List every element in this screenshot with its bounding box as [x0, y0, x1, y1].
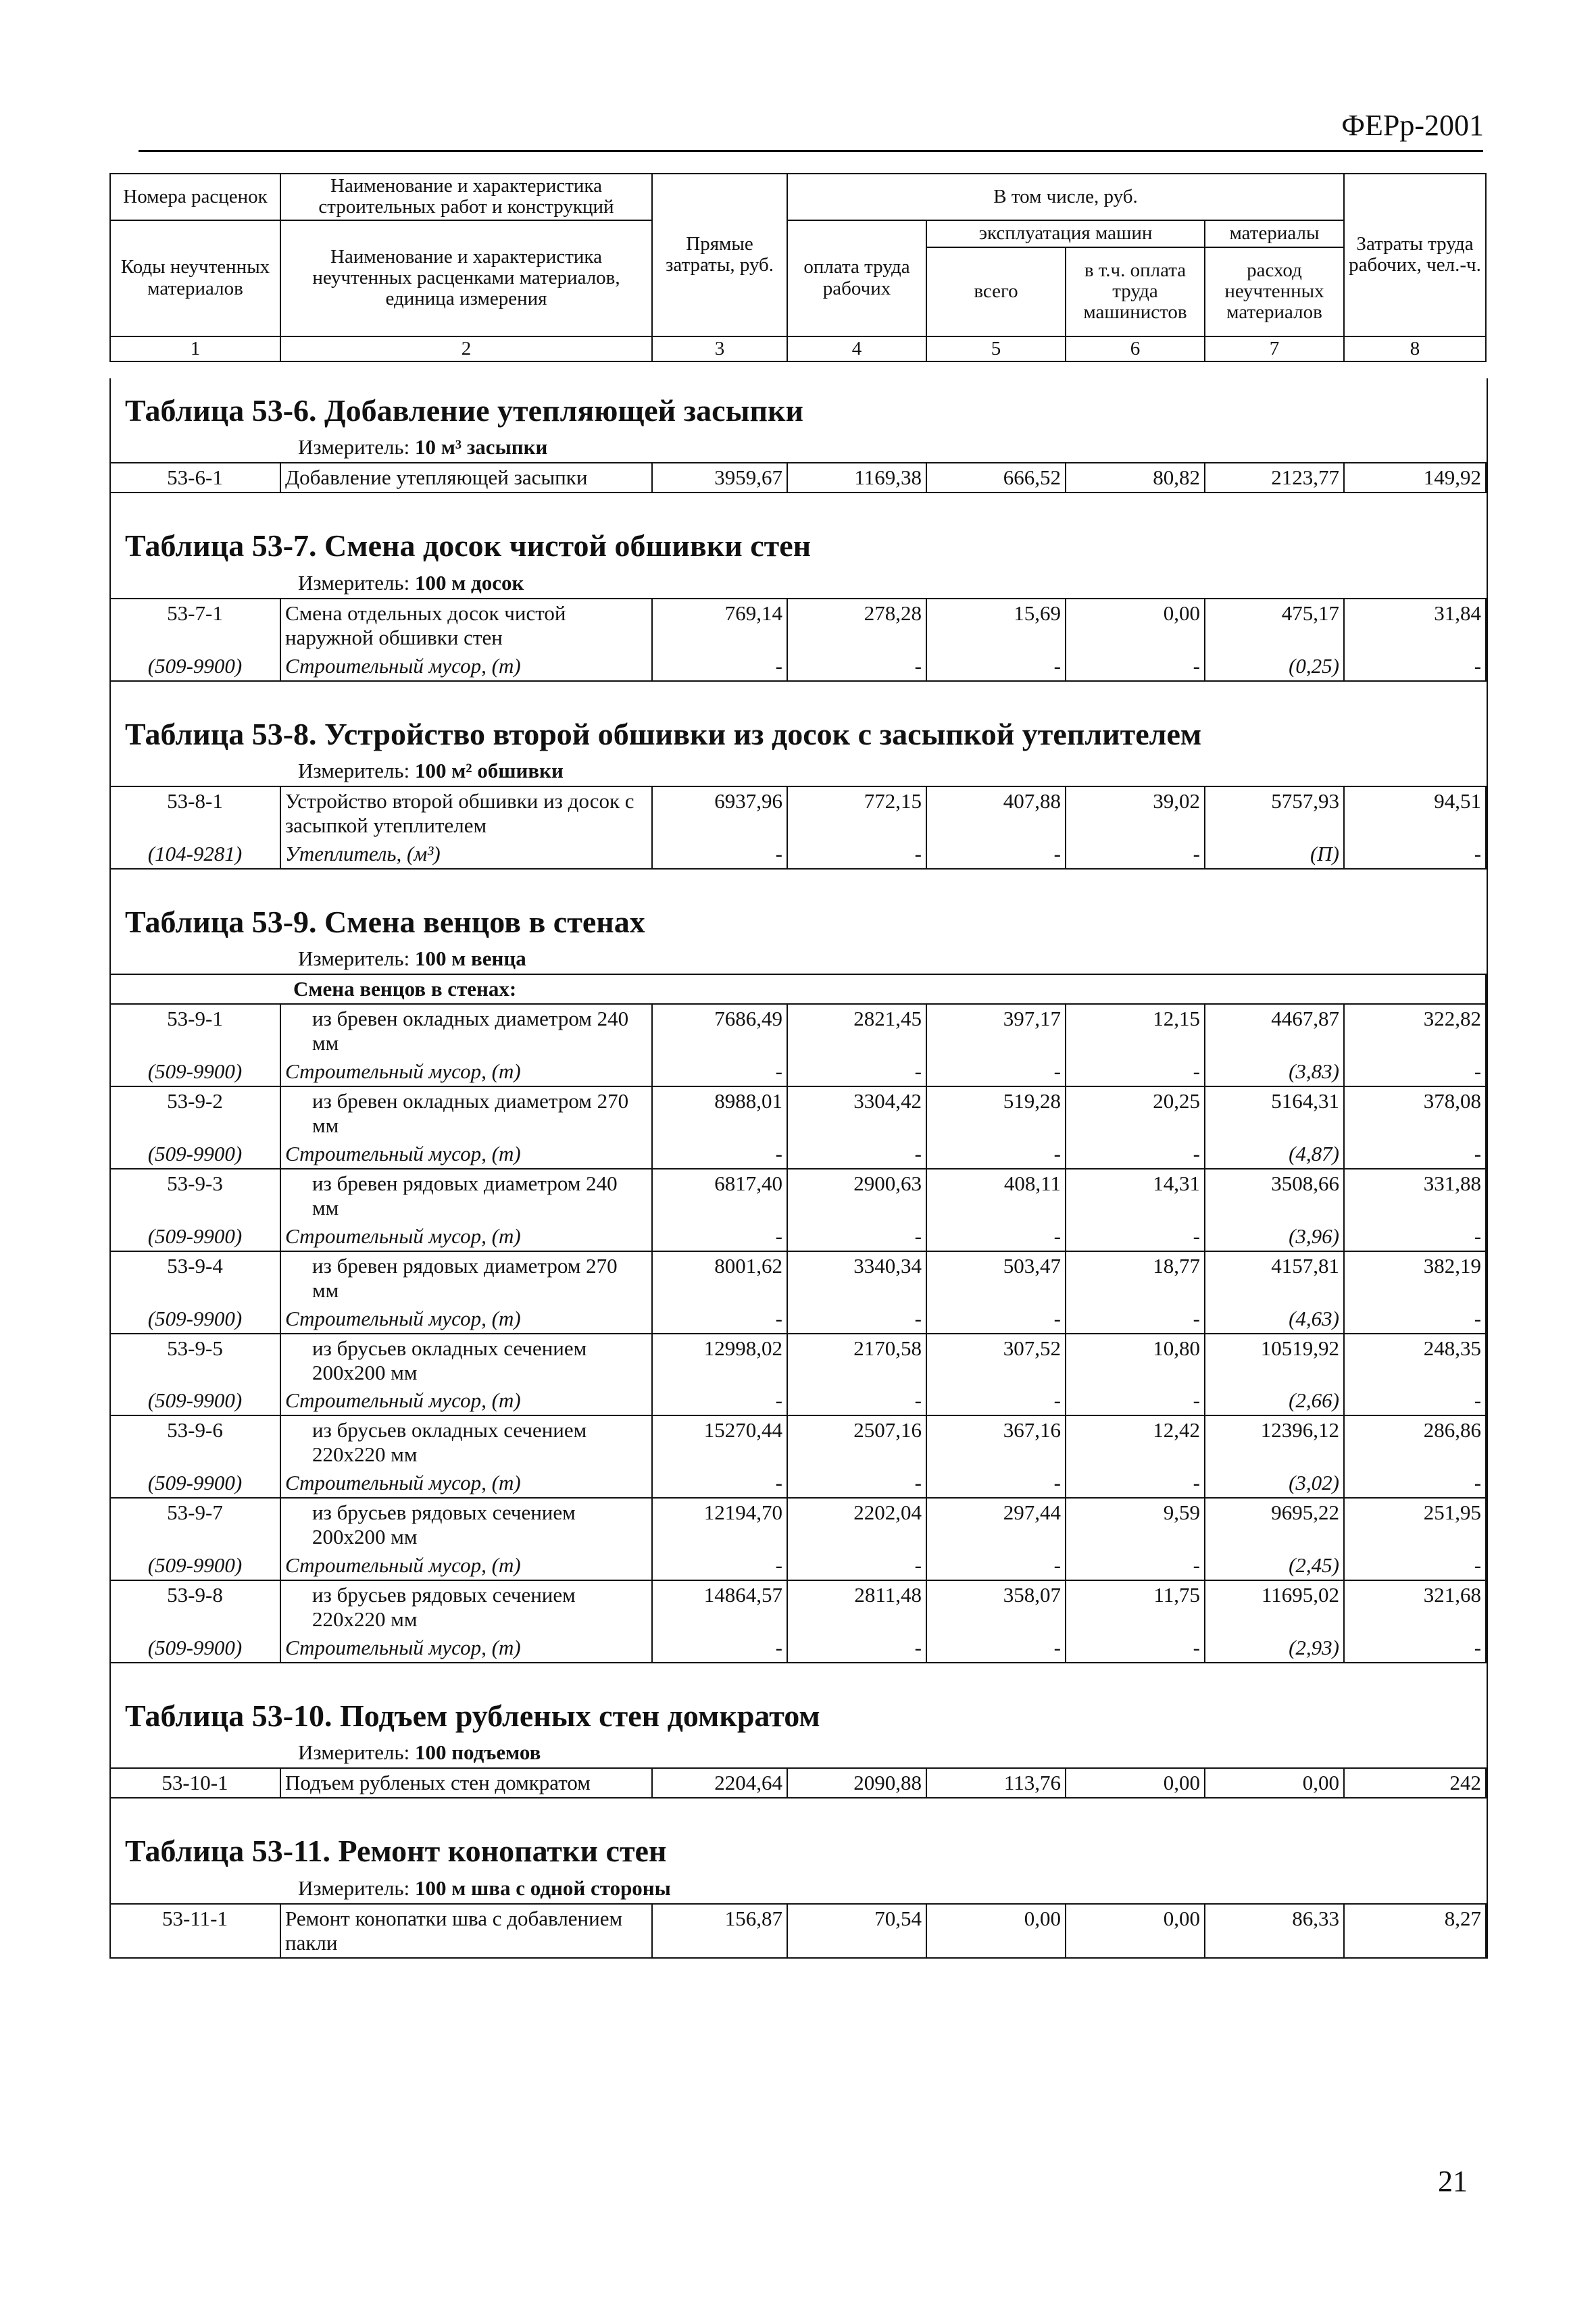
materials-cell: 2123,77: [1205, 463, 1344, 493]
material-name: Строительный мусор, (т): [280, 1386, 652, 1415]
page-number: 21: [1438, 2165, 1468, 2198]
table-row: [110, 1004, 1486, 1057]
table-title: Таблица 53-9. Смена венцов в стенах: [125, 904, 645, 939]
table-row: [110, 1768, 1486, 1798]
machine-cost-cell: 358,07: [926, 1580, 1066, 1634]
material-quantity: (0,25): [1205, 652, 1344, 681]
machine-cost-cell: 367,16: [926, 1415, 1066, 1469]
machine-cost-cell: 408,11: [926, 1169, 1066, 1222]
column-header-table: [109, 173, 1487, 362]
measure-label: Измеритель:: [298, 435, 415, 459]
empty-value-dash: -: [787, 1305, 926, 1334]
rates-table: [109, 378, 1487, 1959]
rate-code: 53-6-1: [110, 463, 280, 493]
operator-pay-cell: 10,80: [1066, 1334, 1205, 1387]
empty-value-dash: -: [652, 1057, 787, 1086]
empty-value-dash: -: [787, 1634, 926, 1663]
work-name: из бревен окладных диаметром 240 мм: [280, 1004, 652, 1057]
table-row: [110, 1904, 1486, 1958]
table-title: Таблица 53-11. Ремонт конопатки стен: [125, 1834, 667, 1869]
header-unaccounted-name: Наименование и характеристика неучтенных расценками материалов, единица измерения: [280, 220, 652, 336]
labor-cell: 382,19: [1344, 1251, 1486, 1305]
direct-costs-cell: 12194,70: [652, 1498, 787, 1551]
materials-cell: 10519,92: [1205, 1334, 1344, 1387]
work-name: из брусьев окладных сечением 200х200 мм: [280, 1334, 652, 1387]
table-title-row: [110, 1819, 1486, 1872]
machine-cost-cell: 666,52: [926, 463, 1066, 493]
header-worker-pay: оплата труда рабочих: [787, 220, 926, 336]
empty-value-dash: -: [1344, 1634, 1486, 1663]
labor-cell: 31,84: [1344, 599, 1486, 652]
table-title: Таблица 53-8. Устройство второй обшивки из досок с засыпкой утеплителем: [125, 716, 1202, 751]
materials-cell: 5164,31: [1205, 1086, 1344, 1140]
operator-pay-cell: 14,31: [1066, 1169, 1205, 1222]
measure-row: [110, 755, 1486, 786]
material-code: (509-9900): [110, 1305, 280, 1334]
table-title: Таблица 53-6. Добавление утепляющей засыпки: [125, 393, 804, 428]
labor-cell: 331,88: [1344, 1169, 1486, 1222]
direct-costs-cell: 8001,62: [652, 1251, 787, 1305]
work-name: из бревен рядовых диаметром 270 мм: [280, 1251, 652, 1305]
measure-row: [110, 568, 1486, 599]
empty-value-dash: -: [1344, 1222, 1486, 1251]
worker-pay-cell: 3304,42: [787, 1086, 926, 1140]
materials-cell: 12396,12: [1205, 1415, 1344, 1469]
rate-code: 53-9-7: [110, 1498, 280, 1551]
empty-value-dash: -: [652, 1634, 787, 1663]
labor-cell: 149,92: [1344, 463, 1486, 493]
material-name: Строительный мусор, (т): [280, 1634, 652, 1663]
table-title: Таблица 53-7. Смена досок чистой обшивки стен: [125, 528, 812, 563]
header-machine-operation: эксплуатация машин: [926, 220, 1205, 247]
empty-value-dash: -: [1066, 1057, 1205, 1086]
measure-row: [110, 432, 1486, 463]
work-name: из бревен окладных диаметром 270 мм: [280, 1086, 652, 1140]
empty-value-dash: -: [926, 840, 1066, 869]
table-row: [110, 463, 1486, 493]
worker-pay-cell: 2507,16: [787, 1415, 926, 1469]
work-name: Добавление утепляющей засыпки: [280, 463, 652, 493]
material-quantity: (П): [1205, 840, 1344, 869]
material-name: Строительный мусор, (т): [280, 1140, 652, 1169]
spacer-cell: [110, 681, 1486, 702]
empty-value-dash: -: [1344, 1469, 1486, 1498]
materials-cell: 475,17: [1205, 599, 1344, 652]
material-name: Строительный мусор, (т): [280, 1222, 652, 1251]
material-quantity: (3,02): [1205, 1469, 1344, 1498]
measure-label: Измеритель:: [298, 1876, 415, 1900]
header-rule: [139, 150, 1483, 152]
column-number: 7: [1205, 336, 1344, 361]
direct-costs-cell: 6817,40: [652, 1169, 787, 1222]
material-row: [110, 1386, 1486, 1415]
empty-value-dash: -: [926, 1634, 1066, 1663]
operator-pay-cell: 80,82: [1066, 463, 1205, 493]
machine-cost-cell: 397,17: [926, 1004, 1066, 1057]
material-quantity: (2,93): [1205, 1634, 1344, 1663]
material-name: Строительный мусор, (т): [280, 1551, 652, 1580]
material-name: Строительный мусор, (т): [280, 1057, 652, 1086]
operator-pay-cell: 12,42: [1066, 1415, 1205, 1469]
material-quantity: (3,83): [1205, 1057, 1344, 1086]
table-title-row: [110, 702, 1486, 755]
empty-value-dash: -: [1344, 840, 1486, 869]
empty-value-dash: -: [652, 840, 787, 869]
direct-costs-cell: 3959,67: [652, 463, 787, 493]
operator-pay-cell: 11,75: [1066, 1580, 1205, 1634]
table-title: Таблица 53-10. Подъем рубленых стен домкратом: [125, 1699, 820, 1733]
operator-pay-cell: 0,00: [1066, 1768, 1205, 1798]
material-code: (509-9900): [110, 652, 280, 681]
rate-code: 53-8-1: [110, 786, 280, 840]
material-row: [110, 1469, 1486, 1498]
rate-code: 53-7-1: [110, 599, 280, 652]
table-measure: [110, 1737, 1486, 1768]
materials-cell: 9695,22: [1205, 1498, 1344, 1551]
header-machine-total: всего: [926, 247, 1066, 336]
empty-value-dash: -: [652, 1305, 787, 1334]
machine-cost-cell: 407,88: [926, 786, 1066, 840]
empty-value-dash: -: [1066, 1634, 1205, 1663]
material-row: [110, 840, 1486, 869]
material-code: (509-9900): [110, 1057, 280, 1086]
worker-pay-cell: 2170,58: [787, 1334, 926, 1387]
empty-value-dash: -: [1066, 1469, 1205, 1498]
machine-cost-cell: 15,69: [926, 599, 1066, 652]
material-row: [110, 1634, 1486, 1663]
worker-pay-cell: 2900,63: [787, 1169, 926, 1222]
document-code: ФЕРр-2001: [1341, 109, 1484, 142]
work-name: из брусьев рядовых сечением 220х220 мм: [280, 1580, 652, 1634]
rate-code: 53-10-1: [110, 1768, 280, 1798]
empty-value-dash: -: [652, 652, 787, 681]
spacer-cell: [110, 493, 1486, 513]
rate-code: 53-9-5: [110, 1334, 280, 1387]
empty-value-dash: -: [1066, 652, 1205, 681]
measure-row: [110, 943, 1486, 974]
material-code: (509-9900): [110, 1222, 280, 1251]
work-name: из брусьев рядовых сечением 200х200 мм: [280, 1498, 652, 1551]
spacer-row: [110, 1798, 1486, 1819]
materials-cell: 4467,87: [1205, 1004, 1344, 1057]
direct-costs-cell: 12998,02: [652, 1334, 787, 1387]
work-name: Смена отдельных досок чистой наружной обшивки стен: [280, 599, 652, 652]
empty-value-dash: -: [1066, 1551, 1205, 1580]
operator-pay-cell: 12,15: [1066, 1004, 1205, 1057]
empty-value-dash: -: [787, 1386, 926, 1415]
table-row: [110, 1334, 1486, 1387]
materials-cell: 4157,81: [1205, 1251, 1344, 1305]
empty-value-dash: -: [652, 1469, 787, 1498]
empty-value-dash: -: [787, 1551, 926, 1580]
table-measure: [110, 1873, 1486, 1904]
worker-pay-cell: 2090,88: [787, 1768, 926, 1798]
empty-value-dash: -: [1066, 1386, 1205, 1415]
rate-code: 53-9-1: [110, 1004, 280, 1057]
direct-costs-cell: 15270,44: [652, 1415, 787, 1469]
header-labor-costs: Затраты труда рабочих, чел.-ч.: [1344, 174, 1486, 336]
empty-value-dash: -: [1066, 1305, 1205, 1334]
work-name: Устройство второй обшивки из досок с засыпкой утеплителем: [280, 786, 652, 840]
measure-label: Измеритель:: [298, 1740, 415, 1765]
machine-cost-cell: 519,28: [926, 1086, 1066, 1140]
direct-costs-cell: 2204,64: [652, 1768, 787, 1798]
header-materials: материалы: [1205, 220, 1344, 247]
table-row: [110, 1086, 1486, 1140]
operator-pay-cell: 0,00: [1066, 1904, 1205, 1958]
materials-cell: 11695,02: [1205, 1580, 1344, 1634]
labor-cell: 378,08: [1344, 1086, 1486, 1140]
work-name: Ремонт конопатки шва с добавлением пакли: [280, 1904, 652, 1958]
empty-value-dash: -: [1344, 652, 1486, 681]
labor-cell: 94,51: [1344, 786, 1486, 840]
rate-code: 53-9-4: [110, 1251, 280, 1305]
direct-costs-cell: 8988,01: [652, 1086, 787, 1140]
table-row: [110, 1251, 1486, 1305]
table-row: [110, 599, 1486, 652]
worker-pay-cell: 772,15: [787, 786, 926, 840]
measure-row: [110, 1873, 1486, 1904]
operator-pay-cell: 9,59: [1066, 1498, 1205, 1551]
material-row: [110, 652, 1486, 681]
column-number: 5: [926, 336, 1066, 361]
material-name: Строительный мусор, (т): [280, 652, 652, 681]
machine-cost-cell: 503,47: [926, 1251, 1066, 1305]
empty-value-dash: -: [652, 1222, 787, 1251]
empty-value-dash: -: [926, 1222, 1066, 1251]
spacer-cell: [110, 1663, 1486, 1684]
material-quantity: (4,63): [1205, 1305, 1344, 1334]
worker-pay-cell: 278,28: [787, 599, 926, 652]
worker-pay-cell: 2202,04: [787, 1498, 926, 1551]
measure-value: 100 м² обшивки: [414, 758, 564, 782]
empty-value-dash: -: [1066, 1140, 1205, 1169]
measure-value: 100 м досок: [414, 570, 524, 595]
rate-code: 53-9-6: [110, 1415, 280, 1469]
table-title-row: [110, 513, 1486, 567]
table-subheader: Смена венцов в стенах:: [110, 974, 1486, 1004]
column-number: 8: [1344, 336, 1486, 361]
material-row: [110, 1305, 1486, 1334]
spacer-row: [110, 869, 1486, 890]
material-name: Утеплитель, (м³): [280, 840, 652, 869]
empty-value-dash: -: [652, 1386, 787, 1415]
worker-pay-cell: 2811,48: [787, 1580, 926, 1634]
worker-pay-cell: 1169,38: [787, 463, 926, 493]
spacer-row: [110, 493, 1486, 513]
empty-value-dash: -: [926, 1551, 1066, 1580]
empty-value-dash: -: [926, 1140, 1066, 1169]
material-row: [110, 1140, 1486, 1169]
labor-cell: 321,68: [1344, 1580, 1486, 1634]
machine-cost-cell: 307,52: [926, 1334, 1066, 1387]
measure-label: Измеритель:: [298, 758, 415, 782]
labor-cell: 251,95: [1344, 1498, 1486, 1551]
empty-value-dash: -: [926, 1386, 1066, 1415]
material-row: [110, 1057, 1486, 1086]
table-row: [110, 1580, 1486, 1634]
measure-value: 10 м³ засыпки: [414, 435, 548, 459]
material-code: (509-9900): [110, 1140, 280, 1169]
material-quantity: (2,66): [1205, 1386, 1344, 1415]
table-row: [110, 1498, 1486, 1551]
machine-cost-cell: 113,76: [926, 1768, 1066, 1798]
table-title-row: [110, 378, 1486, 432]
direct-costs-cell: 7686,49: [652, 1004, 787, 1057]
empty-value-dash: -: [1344, 1140, 1486, 1169]
labor-cell: 242: [1344, 1768, 1486, 1798]
table-measure: [110, 943, 1486, 974]
materials-cell: 5757,93: [1205, 786, 1344, 840]
table-measure: [110, 755, 1486, 786]
worker-pay-cell: 2821,45: [787, 1004, 926, 1057]
material-name: Строительный мусор, (т): [280, 1305, 652, 1334]
labor-cell: 248,35: [1344, 1334, 1486, 1387]
empty-value-dash: -: [787, 1057, 926, 1086]
work-name: из брусьев окладных сечением 220х220 мм: [280, 1415, 652, 1469]
material-quantity: (4,87): [1205, 1140, 1344, 1169]
direct-costs-cell: 14864,57: [652, 1580, 787, 1634]
empty-value-dash: -: [787, 840, 926, 869]
empty-value-dash: -: [1066, 840, 1205, 869]
table-title-row: [110, 890, 1486, 943]
measure-label: Измеритель:: [298, 570, 415, 595]
table-measure: [110, 432, 1486, 463]
empty-value-dash: -: [926, 1469, 1066, 1498]
worker-pay-cell: 70,54: [787, 1904, 926, 1958]
empty-value-dash: -: [1344, 1057, 1486, 1086]
material-row: [110, 1222, 1486, 1251]
direct-costs-cell: 6937,96: [652, 786, 787, 840]
empty-value-dash: -: [1344, 1551, 1486, 1580]
subheader-row: [110, 974, 1486, 1004]
material-code: (509-9900): [110, 1386, 280, 1415]
operator-pay-cell: 20,25: [1066, 1086, 1205, 1140]
empty-value-dash: -: [1066, 1222, 1205, 1251]
material-code: (104-9281): [110, 840, 280, 869]
table-title-row: [110, 1684, 1486, 1737]
empty-value-dash: -: [1344, 1305, 1486, 1334]
measure-value: 100 м венца: [414, 946, 526, 970]
table-row: [110, 1415, 1486, 1469]
material-quantity: (3,96): [1205, 1222, 1344, 1251]
header-including: В том числе, руб.: [787, 174, 1344, 220]
spacer-row: [110, 681, 1486, 702]
direct-costs-cell: 769,14: [652, 599, 787, 652]
empty-value-dash: -: [1344, 1386, 1486, 1415]
empty-value-dash: -: [787, 1140, 926, 1169]
rate-code: 53-9-8: [110, 1580, 280, 1634]
measure-label: Измеритель:: [298, 946, 415, 970]
empty-value-dash: -: [787, 1222, 926, 1251]
empty-value-dash: -: [787, 652, 926, 681]
work-name: Подъем рубленых стен домкратом: [280, 1768, 652, 1798]
table-measure: [110, 568, 1486, 599]
header-unaccounted-materials: расход неучтенных материалов: [1205, 247, 1344, 336]
measure-value: 100 м шва с одной стороны: [414, 1876, 671, 1900]
operator-pay-cell: 39,02: [1066, 786, 1205, 840]
operator-pay-cell: 0,00: [1066, 599, 1205, 652]
table-row: [110, 1169, 1486, 1222]
header-rate-numbers: Номера расценок: [110, 174, 280, 220]
column-number: 3: [652, 336, 787, 361]
labor-cell: 8,27: [1344, 1904, 1486, 1958]
header-direct-costs: Прямые затраты, руб.: [652, 174, 787, 336]
materials-cell: 86,33: [1205, 1904, 1344, 1958]
rate-code: 53-9-3: [110, 1169, 280, 1222]
worker-pay-cell: 3340,34: [787, 1251, 926, 1305]
material-row: [110, 1551, 1486, 1580]
spacer-cell: [110, 869, 1486, 890]
work-name: из бревен рядовых диаметром 240 мм: [280, 1169, 652, 1222]
rate-code: 53-11-1: [110, 1904, 280, 1958]
empty-value-dash: -: [652, 1551, 787, 1580]
direct-costs-cell: 156,87: [652, 1904, 787, 1958]
column-number: 1: [110, 336, 280, 361]
measure-row: [110, 1737, 1486, 1768]
machine-cost-cell: 0,00: [926, 1904, 1066, 1958]
material-code: (509-9900): [110, 1551, 280, 1580]
material-name: Строительный мусор, (т): [280, 1469, 652, 1498]
empty-value-dash: -: [652, 1140, 787, 1169]
material-code: (509-9900): [110, 1634, 280, 1663]
spacer-cell: [110, 1798, 1486, 1819]
empty-value-dash: -: [926, 652, 1066, 681]
column-number: 6: [1066, 336, 1205, 361]
operator-pay-cell: 18,77: [1066, 1251, 1205, 1305]
header-work-name: Наименование и характеристика строительных работ и конструкций: [280, 174, 652, 220]
materials-cell: 3508,66: [1205, 1169, 1344, 1222]
measure-value: 100 подъемов: [414, 1740, 541, 1765]
column-number: 4: [787, 336, 926, 361]
labor-cell: 322,82: [1344, 1004, 1486, 1057]
empty-value-dash: -: [926, 1305, 1066, 1334]
empty-value-dash: -: [787, 1469, 926, 1498]
materials-cell: 0,00: [1205, 1768, 1344, 1798]
material-quantity: (2,45): [1205, 1551, 1344, 1580]
header-unaccounted-codes: Коды неучтенных материалов: [110, 220, 280, 336]
material-code: (509-9900): [110, 1469, 280, 1498]
spacer-row: [110, 1663, 1486, 1684]
header-operator-pay: в т.ч. оплата труда машинистов: [1066, 247, 1205, 336]
table-row: [110, 786, 1486, 840]
rate-code: 53-9-2: [110, 1086, 280, 1140]
column-number: 2: [280, 336, 652, 361]
empty-value-dash: -: [926, 1057, 1066, 1086]
labor-cell: 286,86: [1344, 1415, 1486, 1469]
machine-cost-cell: 297,44: [926, 1498, 1066, 1551]
